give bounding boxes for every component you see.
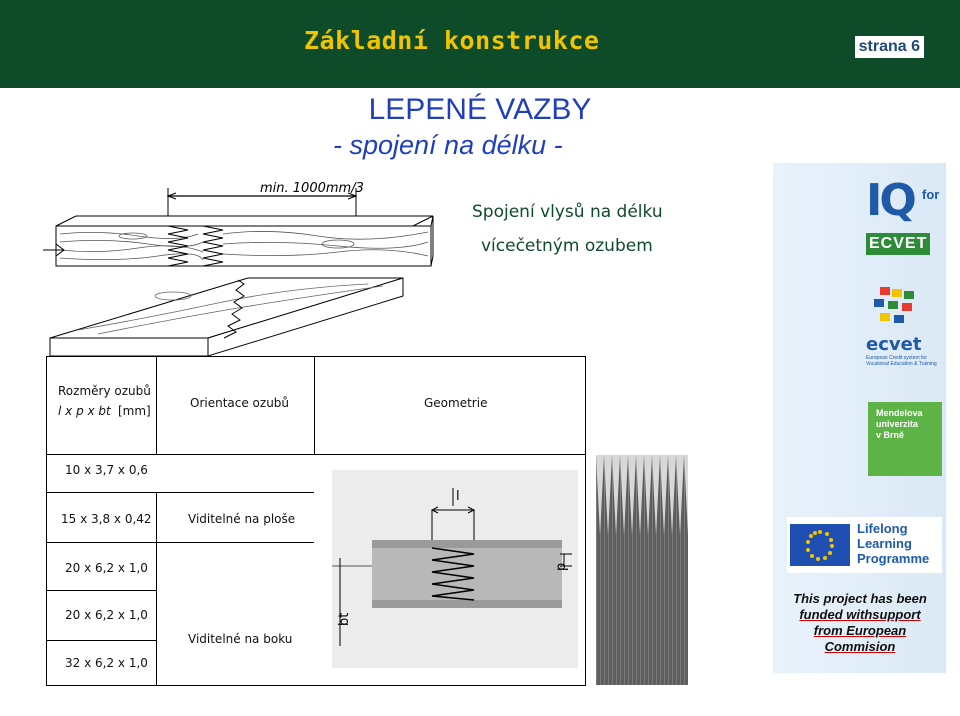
funded-notice: [780, 591, 940, 655]
caption-line-1: Spojení vlysů na délku: [472, 202, 663, 222]
label-l: l: [456, 489, 460, 504]
ecvet-logo: [866, 285, 944, 373]
finger-profile-diagram: [332, 470, 578, 668]
row-size-1: 10 x 3,7 x 0,6: [65, 463, 148, 477]
funded-line4: Commision: [824, 639, 896, 654]
ecvet-logo-text: ecvet: [866, 334, 922, 355]
llp-line1: Lifelong: [857, 521, 908, 536]
header-title: Základní konstrukce: [304, 26, 600, 55]
header-orientation: Orientace ozubů: [190, 396, 290, 410]
header-geometry: Geometrie: [424, 396, 488, 410]
row-orientation-2: Viditelné na ploše: [188, 512, 296, 526]
ecvet-blocks-icon: [866, 285, 926, 329]
page-number: strana 6: [855, 36, 924, 58]
funded-line3: from European: [813, 623, 907, 638]
ecvet-logo-sub: European Credit system for Vocational Education & Training: [866, 355, 937, 367]
header-bar: [0, 0, 960, 88]
header-dimensions-unit: [mm]: [118, 404, 151, 418]
mendelu-line3: v Brně: [876, 430, 905, 440]
caption-line-2: vícečetným ozubem: [481, 236, 653, 256]
row-size-2: 15 x 3,8 x 0,42: [61, 512, 152, 526]
row-orientation-4: Viditelné na boku: [188, 632, 293, 646]
lifelong-learning-logo: [787, 517, 942, 573]
llp-line2: Learning: [857, 536, 912, 551]
iq-logo-ecvet: ECVET: [866, 233, 930, 255]
label-p: p: [554, 562, 569, 571]
mendelu-line2: univerzita: [876, 419, 919, 429]
finger-sample-photo: [596, 455, 688, 685]
llp-line3: Programme: [857, 551, 930, 566]
mendelu-logo: [868, 402, 942, 476]
header-dimensions-formula: l x p x bt: [58, 404, 111, 418]
mendelu-line1: Mendelova: [876, 408, 923, 418]
iq-logo-for: for: [922, 187, 940, 202]
iq-logo-text: IQ: [866, 175, 914, 226]
page-title: [0, 93, 960, 127]
funded-line1: This project has been: [793, 591, 927, 606]
funded-line2: funded withsupport: [799, 607, 921, 622]
page-subtitle: - spojení na délku -: [333, 130, 563, 160]
row-size-4: 20 x 6,2 x 1,0: [65, 608, 148, 622]
row-size-5: 32 x 6,2 x 1,0: [65, 656, 148, 670]
page-title-text: LEPENÉ VAZBY: [368, 93, 592, 126]
finger-joint-drawing: [38, 178, 443, 358]
eu-flag-icon: [790, 524, 850, 566]
row-size-3: 20 x 6,2 x 1,0: [65, 561, 148, 575]
header-dimensions: Rozměry ozubů: [58, 384, 151, 398]
iq-for-ecvet-logo: [866, 175, 944, 265]
label-bt: bt: [337, 612, 352, 626]
dimension-label: min. 1000mm/3: [260, 181, 364, 196]
